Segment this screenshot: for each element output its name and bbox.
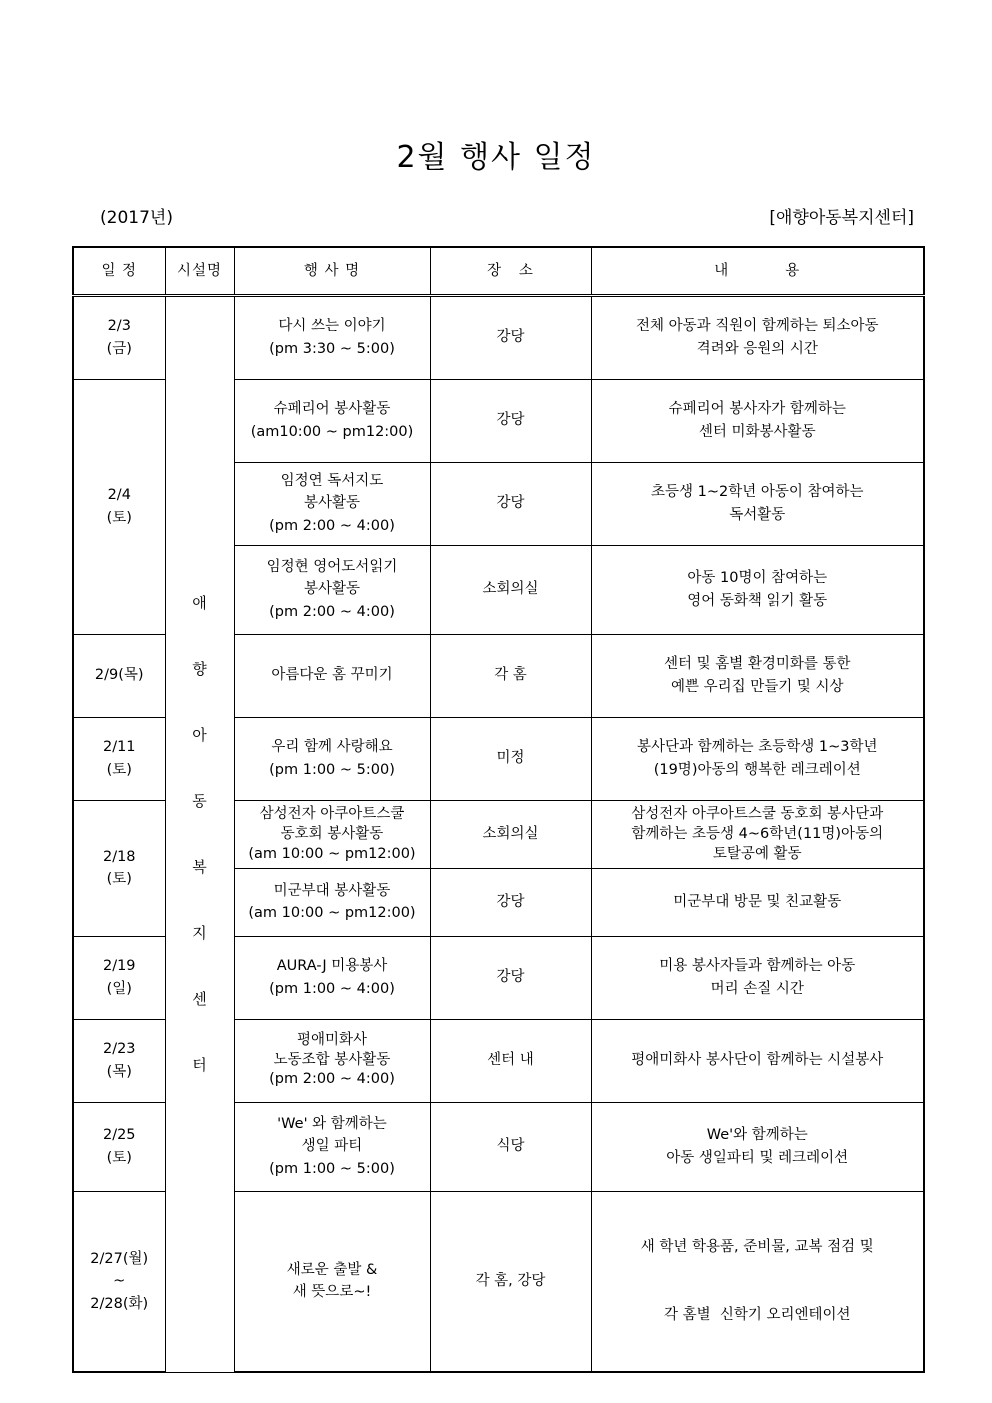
content-text: 머리 손질 시간: [710, 980, 804, 997]
content-cell: [591, 1102, 924, 1191]
facility-char: 향: [192, 660, 207, 679]
organization-label: [애향아동복지센터]: [769, 208, 914, 228]
facility-char: 복: [192, 858, 207, 877]
content-cell: [591, 462, 924, 545]
place-cell: 강당: [430, 295, 591, 379]
place-cell: 각 홈, 강당: [430, 1191, 591, 1372]
event-text: 우리 함께 사랑해요: [271, 739, 393, 756]
content-cell: [591, 1191, 924, 1372]
content-cell: [591, 936, 924, 1019]
date-text: (토): [106, 761, 132, 778]
header-event: 행 사 명: [234, 247, 430, 295]
content-text: 봉사단과 함께하는 초등학생 1~3학년: [636, 739, 878, 756]
event-cell: [234, 1102, 430, 1191]
date-text: (토): [106, 509, 132, 526]
date-text: 2/28(화): [90, 1295, 149, 1312]
event-text: 노동조합 봉사활동: [273, 1051, 391, 1068]
content-text: 영어 동화책 읽기 활동: [687, 592, 828, 609]
content-cell: [591, 295, 924, 379]
table-row: [73, 295, 924, 379]
event-text: 다시 쓰는 이야기: [278, 318, 386, 335]
date-text: 2/4: [107, 487, 131, 504]
content-text: 함께하는 초등생 4~6학년(11명)아동의: [631, 825, 884, 842]
event-cell: [234, 295, 430, 379]
event-text: 평애미화사: [296, 1032, 368, 1049]
date-cell: [73, 936, 165, 1019]
content-text: 각 홈별 신학기 오리엔테이션: [663, 1306, 851, 1323]
place-cell: 식당: [430, 1102, 591, 1191]
event-text: (pm 2:00 ~ 4:00): [269, 1071, 395, 1088]
event-text: (pm 2:00 ~ 4:00): [269, 517, 395, 534]
content-cell: [591, 717, 924, 800]
event-text: 슈페리어 봉사활동: [273, 401, 391, 418]
header-date: 일 정: [73, 247, 165, 295]
event-text: 삼성전자 아쿠아트스쿨: [259, 805, 405, 822]
event-text: 'We' 와 함께하는: [277, 1115, 387, 1132]
event-text: 생일 파티: [301, 1138, 363, 1155]
content-text: 새 학년 학용품, 준비물, 교복 점검 및: [640, 1239, 874, 1256]
content-text: 격려와 응원의 시간: [696, 340, 818, 357]
place-cell: 소회의실: [430, 545, 591, 634]
place-cell: 강당: [430, 462, 591, 545]
content-text: 독서활동: [729, 506, 786, 523]
facility-char: 지: [192, 924, 207, 943]
event-text: (pm 3:30 ~ 5:00): [269, 340, 395, 357]
date-cell: [73, 1019, 165, 1102]
content-text: 토탈공예 활동: [712, 846, 802, 863]
event-text: (am10:00 ~ pm12:00): [250, 423, 414, 440]
event-text: AURA-J 미용봉사: [276, 958, 388, 975]
event-cell: [234, 462, 430, 545]
date-text: 2/11: [102, 739, 136, 756]
event-text: (am 10:00 ~ pm12:00): [248, 905, 416, 921]
event-text: (pm 1:00 ~ 4:00): [269, 980, 395, 997]
event-cell: [234, 545, 430, 634]
header-content: 내 용: [591, 247, 924, 295]
content-cell: [591, 800, 924, 868]
date-cell: [73, 717, 165, 800]
facility-char: 아: [192, 726, 207, 745]
facility-char: 센: [192, 990, 207, 1009]
date-cell: [73, 634, 165, 717]
place-cell: 소회의실: [430, 800, 591, 868]
date-cell: [73, 295, 165, 379]
content-text: 예쁜 우리집 만들기 및 시상: [670, 678, 844, 695]
date-text: 2/18: [102, 848, 136, 865]
event-cell: [234, 936, 430, 1019]
date-text: 2/27(월): [90, 1250, 149, 1267]
date-text: 2/3: [107, 318, 131, 335]
event-text: 봉사활동: [303, 581, 361, 598]
content-text: 미용 봉사자들과 함께하는 아동: [659, 958, 856, 975]
date-cell: [73, 1191, 165, 1372]
year-label: (2017년): [100, 208, 173, 228]
event-text: 미군부대 봉사활동: [273, 882, 391, 899]
date-text: 2/9(목): [94, 667, 144, 684]
event-text: 임정현 영어도서읽기: [266, 558, 398, 575]
content-text: 센터 미화봉사활동: [698, 423, 816, 440]
content-text: 전체 아동과 직원이 함께하는 퇴소아동: [635, 318, 879, 335]
event-cell: [234, 634, 430, 717]
place-cell: 센터 내: [430, 1019, 591, 1102]
event-cell: [234, 800, 430, 868]
event-text: 동호회 봉사활동: [280, 825, 384, 842]
facility-cell: [165, 295, 234, 1372]
content-cell: [591, 868, 924, 936]
date-cell: [73, 1102, 165, 1191]
date-text: (토): [106, 1149, 132, 1166]
content-cell: [591, 545, 924, 634]
event-cell: [234, 868, 430, 936]
place-cell: 강당: [430, 936, 591, 1019]
event-text: (pm 2:00 ~ 4:00): [269, 603, 395, 620]
content-text: 슈페리어 봉사자가 함께하는: [668, 401, 846, 418]
schedule-table: [72, 246, 925, 1373]
content-text: 미군부대 방문 및 친교활동: [673, 893, 842, 910]
place-cell: 각 홈: [430, 634, 591, 717]
date-text: (토): [106, 871, 132, 887]
date-text: 2/19: [102, 958, 136, 975]
event-text: (pm 1:00 ~ 5:00): [269, 1160, 395, 1177]
header-place: 장 소: [430, 247, 591, 295]
content-text: 초등생 1~2학년 아동이 참여하는: [650, 484, 864, 501]
place-cell: 강당: [430, 379, 591, 462]
date-text: 2/25: [102, 1127, 136, 1144]
facility-char: 동: [192, 792, 207, 811]
date-cell: [73, 379, 165, 634]
page-title: 2월 행사 일정: [396, 140, 596, 175]
date-text: (일): [106, 980, 132, 997]
event-text: 임정연 독서지도: [280, 472, 384, 489]
event-text: 새로운 출발 &: [286, 1261, 378, 1278]
date-text: ~: [113, 1273, 126, 1290]
table-header-row: [73, 247, 924, 295]
content-text: (19명)아동의 행복한 레크레이션: [653, 761, 861, 778]
content-cell: [591, 634, 924, 717]
place-cell: 강당: [430, 868, 591, 936]
event-text: 아름다운 홈 꾸미기: [271, 667, 393, 684]
facility-char: 터: [192, 1056, 207, 1075]
content-text: 아동 10명이 참여하는: [687, 570, 828, 587]
event-text: 새 뜻으로~!: [292, 1284, 372, 1301]
event-text: 봉사활동: [303, 495, 361, 512]
content-text: 아동 생일파티 및 레크레이션: [666, 1149, 849, 1166]
place-cell: 미정: [430, 717, 591, 800]
content-text: 평애미화사 봉사단이 함께하는 시설봉사: [631, 1052, 884, 1069]
event-text: (am 10:00 ~ pm12:00): [248, 846, 416, 863]
event-cell: [234, 1019, 430, 1102]
content-cell: [591, 379, 924, 462]
date-text: (금): [106, 340, 132, 357]
header-facility: 시설명: [165, 247, 234, 295]
event-text: (pm 1:00 ~ 5:00): [269, 761, 395, 778]
date-text: (목): [106, 1063, 132, 1080]
event-cell: [234, 717, 430, 800]
content-text: 삼성전자 아쿠아트스쿨 동호회 봉사단과: [631, 805, 884, 822]
event-cell: [234, 1191, 430, 1372]
content-text: We'와 함께하는: [706, 1127, 808, 1144]
event-cell: [234, 379, 430, 462]
content-text: 센터 및 홈별 환경미화를 통한: [663, 656, 851, 673]
content-cell: [591, 1019, 924, 1102]
date-cell: [73, 800, 165, 936]
facility-char: 애: [192, 594, 207, 613]
date-text: 2/23: [102, 1041, 136, 1058]
